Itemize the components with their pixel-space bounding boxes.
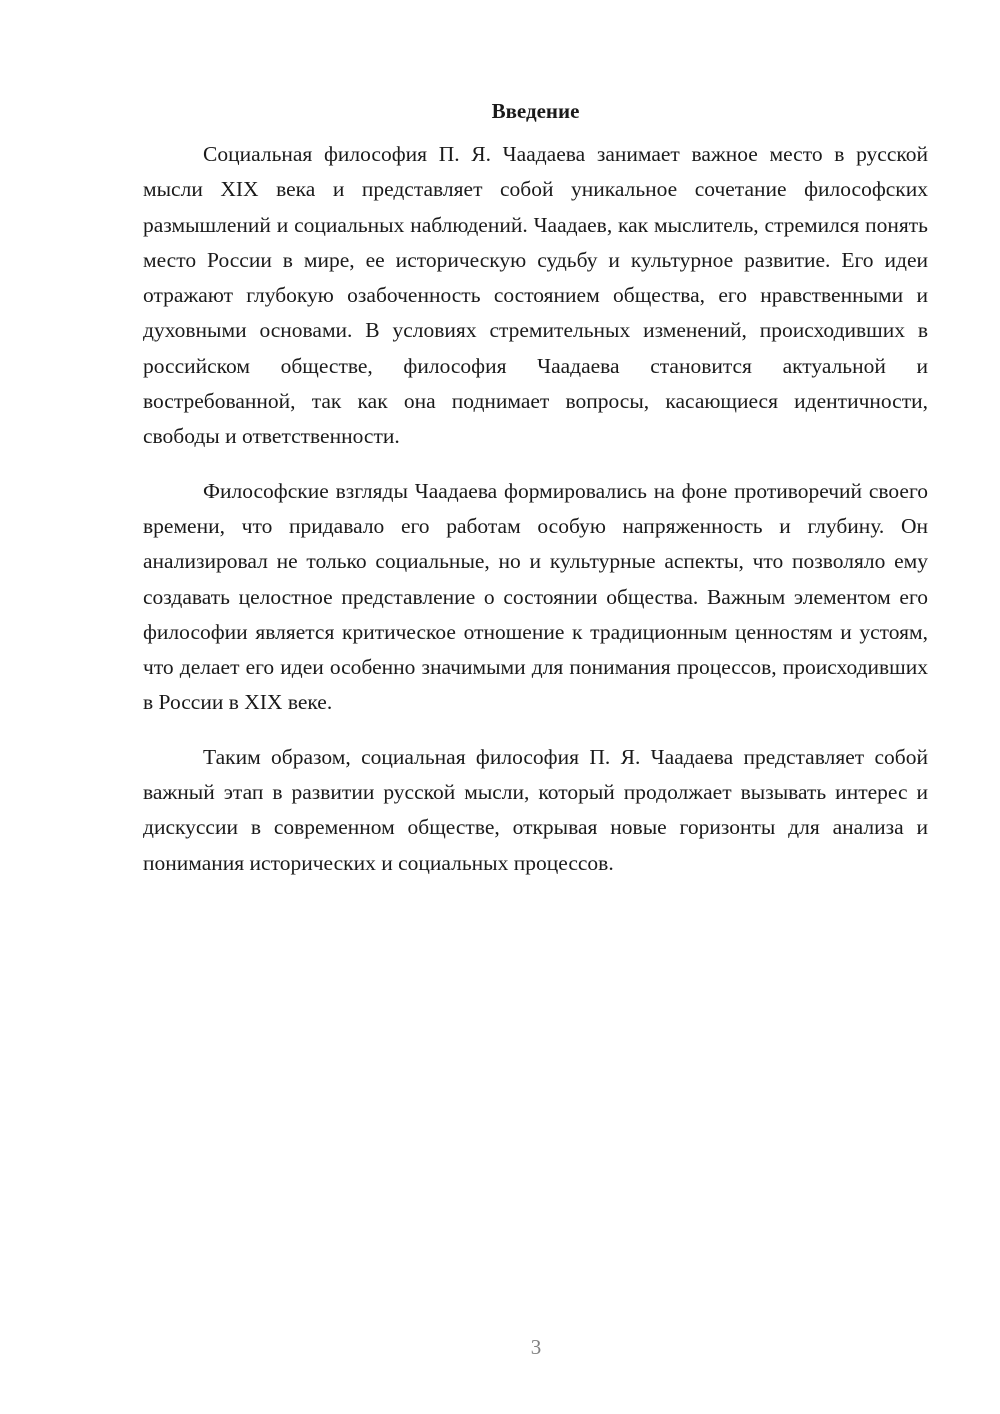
section-title: Введение — [491, 99, 580, 123]
paragraph-1: Социальная философия П. Я. Чаадаева занимает важное место в русской мысли XIX века и представляет собой уникальное сочетание философских размышлений и социальных наблюдений. Чаадаев, как мыслитель, стремился понять место России в мире, ее историческую судьбу и культурное развитие. Его идеи отражают глубокую озабоченность состоянием общества, его нравственными и духовными основами. В условиях стремительных изменений, происходивших в российском обществе, философия Чаадаева становится актуальной и востребованной, так как она поднимает вопросы, касающиеся идентичности, свободы и ответственности. — [143, 142, 928, 449]
page-number: 3 — [530, 1335, 542, 1359]
paragraph-2: Философские взгляды Чаадаева формировались на фоне противоречий своего времени, что придавало его работам особую напряженность и глубину. Он анализировал не только социальные, но и культурные аспекты, что позволяло ему создавать целостное представление о состоянии общества. Важным элементом его философии является критическое отношение к традиционным ценностям и устоям, что делает его идеи особенно значимыми для понимания процессов, происходивших в России в XIX веке. — [143, 478, 928, 715]
page-content — [143, 96, 928, 900]
paragraph-3: Таким образом, социальная философия П. Я. Чаадаева представляет собой важный этап в развитии русской мысли, который продолжает вызывать интерес и дискуссии в современном обществе, открывая новые горизонты для анализа и понимания исторических и социальных процессов. — [143, 744, 928, 875]
